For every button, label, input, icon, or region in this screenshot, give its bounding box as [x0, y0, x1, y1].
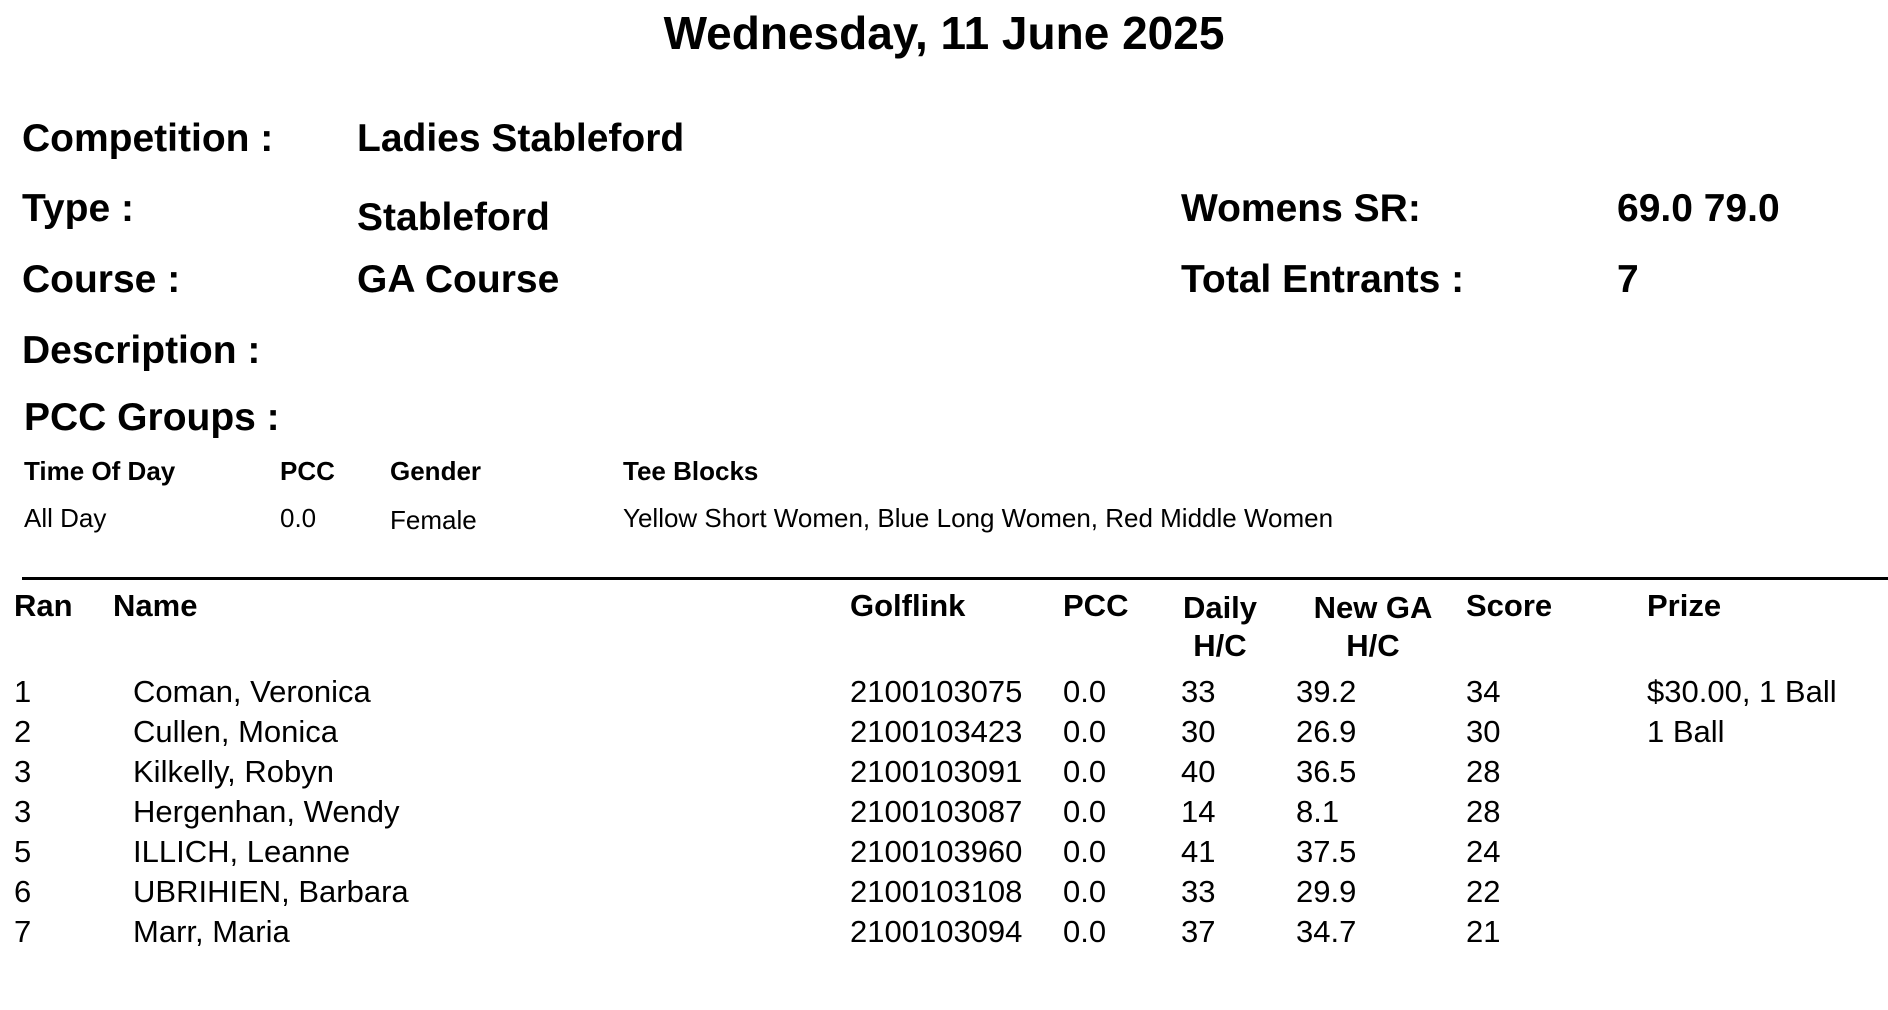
cell-golflink: 2100103075: [850, 674, 1023, 709]
pcc-col-time-of-day: Time Of Day: [24, 456, 176, 486]
cell-name: Coman, Veronica: [133, 674, 371, 709]
pcc-row-time-of-day: All Day: [24, 503, 107, 533]
col-header-score: Score: [1466, 588, 1553, 623]
competition-label: Competition :: [22, 117, 274, 160]
col-header-daily-hc-line1: Daily: [1182, 590, 1258, 625]
pcc-col-tee-blocks: Tee Blocks: [623, 456, 759, 486]
cell-rank: 6: [14, 874, 32, 909]
cell-pcc: 0.0: [1063, 714, 1107, 749]
pcc-row-tee-blocks: Yellow Short Women, Blue Long Women, Red Middle Women: [623, 503, 1334, 533]
cell-golflink: 2100103094: [850, 914, 1023, 949]
cell-rank: 7: [14, 914, 32, 949]
competition-value: Ladies Stableford: [357, 117, 685, 160]
cell-daily-hc: 41: [1181, 834, 1216, 869]
type-value: Stableford: [357, 196, 550, 239]
cell-score: 34: [1466, 674, 1501, 709]
cell-score: 22: [1466, 874, 1501, 909]
col-header-new-ga-hc-line1: New GA: [1313, 590, 1433, 625]
pcc-col-pcc: PCC: [280, 456, 335, 486]
cell-new-ga-hc: 39.2: [1296, 674, 1357, 709]
cell-prize: $30.00, 1 Ball: [1647, 674, 1837, 709]
cell-new-ga-hc: 37.5: [1296, 834, 1357, 869]
cell-name: UBRIHIEN, Barbara: [133, 874, 409, 909]
cell-daily-hc: 37: [1181, 914, 1216, 949]
pcc-groups-heading: PCC Groups :: [24, 396, 280, 439]
cell-name: Hergenhan, Wendy: [133, 794, 400, 829]
cell-name: Kilkelly, Robyn: [133, 754, 335, 789]
cell-name: ILLICH, Leanne: [133, 834, 351, 869]
cell-daily-hc: 33: [1181, 674, 1216, 709]
cell-score: 28: [1466, 754, 1501, 789]
col-header-golflink: Golflink: [850, 588, 966, 623]
col-header-pcc: PCC: [1063, 588, 1129, 623]
cell-prize: 1 Ball: [1647, 714, 1725, 749]
total-entrants-label: Total Entrants :: [1181, 258, 1465, 301]
pcc-col-gender: Gender: [390, 456, 482, 486]
cell-new-ga-hc: 36.5: [1296, 754, 1357, 789]
cell-golflink: 2100103087: [850, 794, 1023, 829]
cell-new-ga-hc: 29.9: [1296, 874, 1357, 909]
cell-daily-hc: 30: [1181, 714, 1216, 749]
description-label: Description :: [22, 329, 261, 372]
cell-daily-hc: 33: [1181, 874, 1216, 909]
cell-pcc: 0.0: [1063, 834, 1107, 869]
cell-pcc: 0.0: [1063, 754, 1107, 789]
cell-name: Cullen, Monica: [133, 714, 339, 749]
cell-score: 30: [1466, 714, 1501, 749]
womens-sr-value: 69.0 79.0: [1617, 187, 1780, 230]
course-label: Course :: [22, 258, 181, 301]
cell-rank: 1: [14, 674, 32, 709]
col-header-new-ga-hc: [1300, 589, 1446, 665]
cell-score: 28: [1466, 794, 1501, 829]
cell-daily-hc: 14: [1181, 794, 1216, 829]
col-header-name: Name: [113, 588, 198, 623]
cell-pcc: 0.0: [1063, 914, 1107, 949]
cell-rank: 3: [14, 754, 32, 789]
total-entrants-value: 7: [1617, 258, 1639, 301]
cell-score: 24: [1466, 834, 1501, 869]
cell-new-ga-hc: 34.7: [1296, 914, 1357, 949]
womens-sr-label: Womens SR:: [1181, 187, 1421, 230]
results-divider: [22, 577, 1888, 580]
pcc-row-pcc: 0.0: [280, 503, 317, 533]
course-value: GA Course: [357, 258, 560, 301]
cell-pcc: 0.0: [1063, 794, 1107, 829]
cell-new-ga-hc: 8.1: [1296, 794, 1340, 829]
cell-pcc: 0.0: [1063, 674, 1107, 709]
cell-golflink: 2100103091: [850, 754, 1023, 789]
cell-rank: 3: [14, 794, 32, 829]
col-header-new-ga-hc-line2: H/C: [1346, 628, 1400, 663]
cell-new-ga-hc: 26.9: [1296, 714, 1357, 749]
cell-daily-hc: 40: [1181, 754, 1216, 789]
col-header-daily-hc: [1170, 589, 1270, 665]
report-date-title: Wednesday, 11 June 2025: [663, 7, 1225, 59]
cell-rank: 5: [14, 834, 32, 869]
type-label: Type :: [22, 187, 134, 230]
cell-golflink: 2100103423: [850, 714, 1023, 749]
col-header-prize: Prize: [1647, 588, 1722, 623]
cell-golflink: 2100103960: [850, 834, 1023, 869]
pcc-row-gender: Female: [390, 505, 477, 535]
col-header-daily-hc-line2: H/C: [1193, 628, 1247, 663]
col-header-rank: Ran: [14, 588, 73, 623]
cell-pcc: 0.0: [1063, 874, 1107, 909]
cell-rank: 2: [14, 714, 32, 749]
cell-score: 21: [1466, 914, 1501, 949]
cell-golflink: 2100103108: [850, 874, 1023, 909]
cell-name: Marr, Maria: [133, 914, 290, 949]
